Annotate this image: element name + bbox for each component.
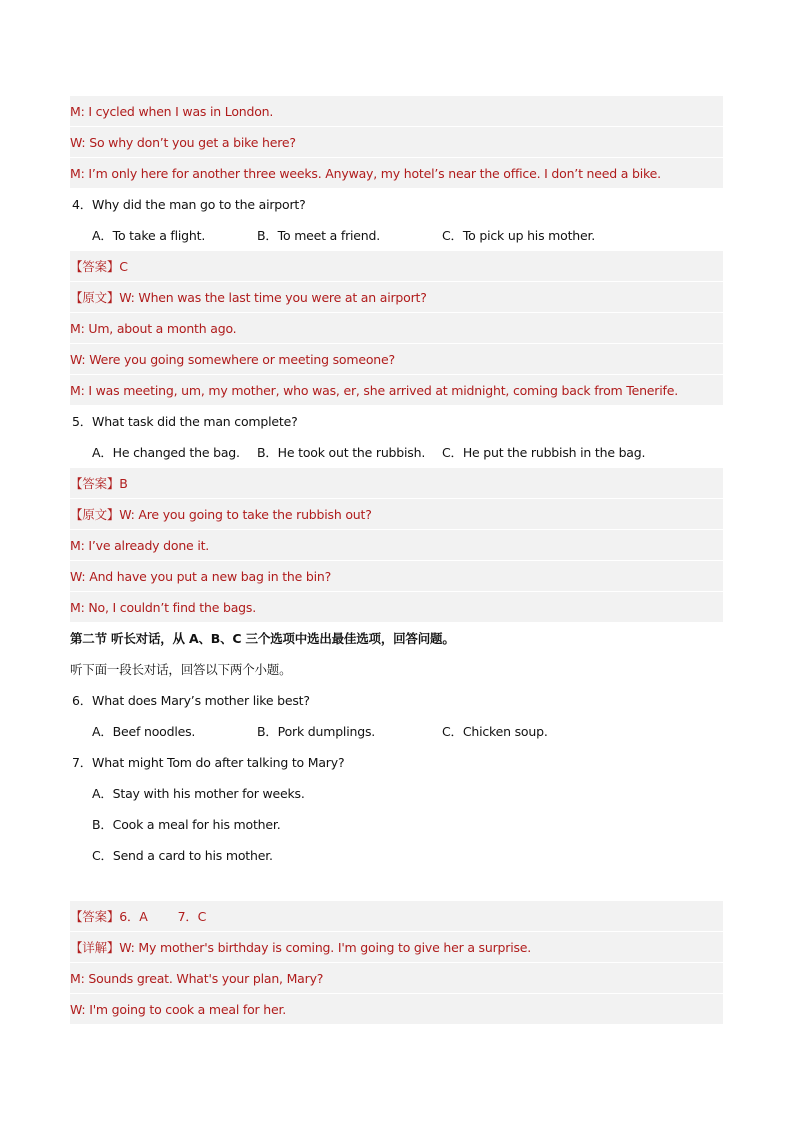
answer-value: 7．C: [177, 909, 207, 924]
option-b: B．Pork dumplings.: [257, 724, 376, 739]
answer-tag: 【答案】: [70, 909, 120, 924]
answer-tag: 【答案】: [70, 476, 120, 491]
answer-line: [70, 251, 723, 282]
question-5: 5．What task did the man complete?: [72, 414, 298, 429]
option-b: B．He took out the rubbish.: [257, 445, 426, 460]
document-page: [70, 96, 723, 1025]
transcript-text: W: Are you going to take the rubbish out?: [119, 507, 372, 522]
option-a: A．To take a flight.: [92, 228, 206, 243]
transcript-line: W: Were you going somewhere or meeting someone?: [70, 344, 723, 375]
transcript-line: [70, 932, 723, 963]
transcript-line: M: Sounds great. What's your plan, Mary?: [70, 963, 723, 994]
answer-value: 6．A: [119, 909, 148, 924]
option-a: A．He changed the bag.: [92, 445, 240, 460]
answer-line: [70, 901, 723, 932]
option-b: B．To meet a friend.: [257, 228, 381, 243]
option-c: C．To pick up his mother.: [442, 228, 596, 243]
transcript-line: [70, 282, 723, 313]
transcript-line: W: I'm going to cook a meal for her.: [70, 994, 723, 1025]
option-a: A．Beef noodles.: [92, 724, 196, 739]
transcript-line: [70, 499, 723, 530]
source-tag: 【原文】: [70, 290, 120, 305]
transcript-line: M: I cycled when I was in London.: [70, 96, 723, 127]
section-intro: 听下面一段长对话，回答以下两个小题。: [70, 662, 292, 677]
detail-tag: 【详解】: [70, 940, 120, 955]
section-title: 第二节 听长对话，从 A、B、C 三个选项中选出最佳选项，回答问题。: [70, 631, 455, 646]
transcript-line: M: Um, about a month ago.: [70, 313, 723, 344]
option-c: C．He put the rubbish in the bag.: [442, 445, 646, 460]
option-a: A．Stay with his mother for weeks.: [92, 786, 305, 801]
question-4-options: [70, 220, 723, 251]
transcript-line: W: So why don’t you get a bike here?: [70, 127, 723, 158]
question-4: 4．Why did the man go to the airport?: [72, 197, 306, 212]
option-b: B．Cook a meal for his mother.: [92, 817, 281, 832]
answer-tag: 【答案】: [70, 259, 120, 274]
transcript-line: M: I’m only here for another three weeks. Anyway, my hotel’s near the office. I don’t need a bike.: [70, 158, 723, 189]
transcript-text: W: When was the last time you were at an airport?: [119, 290, 427, 305]
question-6: 6．What does Mary’s mother like best?: [72, 693, 310, 708]
transcript-line: M: I was meeting, um, my mother, who was, er, she arrived at midnight, coming back from Tenerife.: [70, 375, 723, 406]
transcript-line: W: And have you put a new bag in the bin?: [70, 561, 723, 592]
question-6-options: [70, 716, 723, 747]
answer-value: C: [119, 259, 128, 274]
answer-line: [70, 468, 723, 499]
transcript-line: M: I’ve already done it.: [70, 530, 723, 561]
question-5-options: [70, 437, 723, 468]
option-c: C．Send a card to his mother.: [92, 848, 273, 863]
question-7: 7．What might Tom do after talking to Mary?: [72, 755, 345, 770]
spacer: [70, 871, 723, 901]
transcript-line: M: No, I couldn’t find the bags.: [70, 592, 723, 623]
answer-value: B: [119, 476, 128, 491]
option-c: C．Chicken soup.: [442, 724, 548, 739]
transcript-text: W: My mother's birthday is coming. I'm going to give her a surprise.: [119, 940, 532, 955]
source-tag: 【原文】: [70, 507, 120, 522]
